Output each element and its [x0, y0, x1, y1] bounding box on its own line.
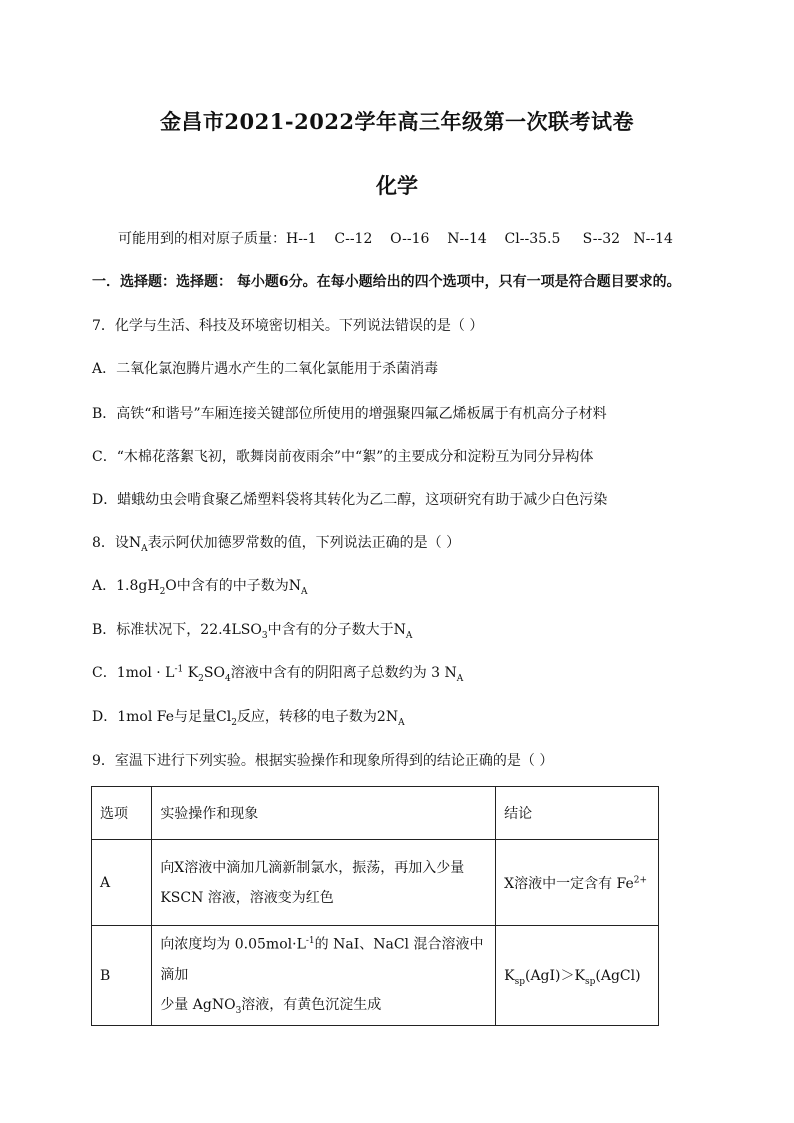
- q7-option-b: B．高铁“和谐号”车厢连接关键部位所使用的增强聚四氟乙烯板属于有机高分子材料: [92, 406, 607, 422]
- subject-heading: 化学: [376, 173, 418, 198]
- experiment-table: [91, 786, 659, 1026]
- q7-option-c: C．“木棉花落絮飞初，歌舞岗前夜雨余”中“絮”的主要成分和淀粉互为同分异构体: [92, 449, 594, 465]
- row-option: A: [92, 840, 152, 926]
- table-header-row: [92, 787, 659, 840]
- exam-title: 金昌市2021-2022学年高三年级第一次联考试卷: [159, 109, 635, 134]
- q8-option-c: C．$1mol \cdot L^{-1}$ $K_2SO_4$溶液中含有的阴阳离子总数约为 3 $N_A$: [92, 664, 464, 684]
- header-option: 选项: [92, 787, 152, 840]
- header-conclusion: 结论: [496, 787, 659, 840]
- row-conclusion: X溶液中一定含有 $Fe^{2+}$: [496, 840, 659, 926]
- section-heading: 一．选择题：选择题： 每小题6分。在每小题给出的四个选项中，只有一项是符合题目要求的。: [92, 274, 681, 290]
- table-row: [92, 926, 659, 1026]
- atomic-masses-note: 可能用到的相对原子质量：H--1 C--12 O--16 N--14 Cl--35.5 S--32 N--14: [118, 231, 673, 247]
- table-row: [92, 840, 659, 926]
- q8-option-d: D．1mol Fe与足量$Cl_2$反应，转移的电子数为$2N_A$: [92, 709, 405, 728]
- row-operation: 向X溶液中滴加几滴新制氯水，振荡，再加入少量 KSCN 溶液，溶液变为红色: [152, 840, 496, 926]
- q8-stem: 8．设$N_A$表示阿伏加德罗常数的值，下列说法正确的是（ ）: [92, 535, 461, 554]
- q7-option-d: D．蜡蛾幼虫会啃食聚乙烯塑料袋将其转化为乙二醇，这项研究有助于减少白色污染: [92, 492, 608, 508]
- row-option: B: [92, 926, 152, 1026]
- q8-option-b: B．标准状况下，$22.4LSO_3$中含有的分子数大于$N_A$: [92, 622, 413, 641]
- q7-stem: 7．化学与生活、科技及环境密切相关。下列说法错误的是（ ）: [92, 318, 484, 334]
- q8-option-a: A．$1.8gH_2O$中含有的中子数为$N_A$: [92, 578, 308, 597]
- row-conclusion: $K_{sp}(AgI)>K_{sp}(AgCl)$: [496, 926, 659, 1026]
- header-operation: 实验操作和现象: [152, 787, 496, 840]
- q7-option-a: A．二氧化氯泡腾片遇水产生的二氧化氯能用于杀菌消毒: [92, 361, 439, 377]
- q9-stem: 9．室温下进行下列实验。根据实验操作和现象所得到的结论正确的是（ ）: [92, 753, 554, 769]
- row-operation: 向浓度均为 $0.05mol\cdot L^{-1}$的 NaI、NaCl 混合溶液中滴加 少量 AgNO$_3$溶液，有黄色沉淀生成: [152, 926, 496, 1026]
